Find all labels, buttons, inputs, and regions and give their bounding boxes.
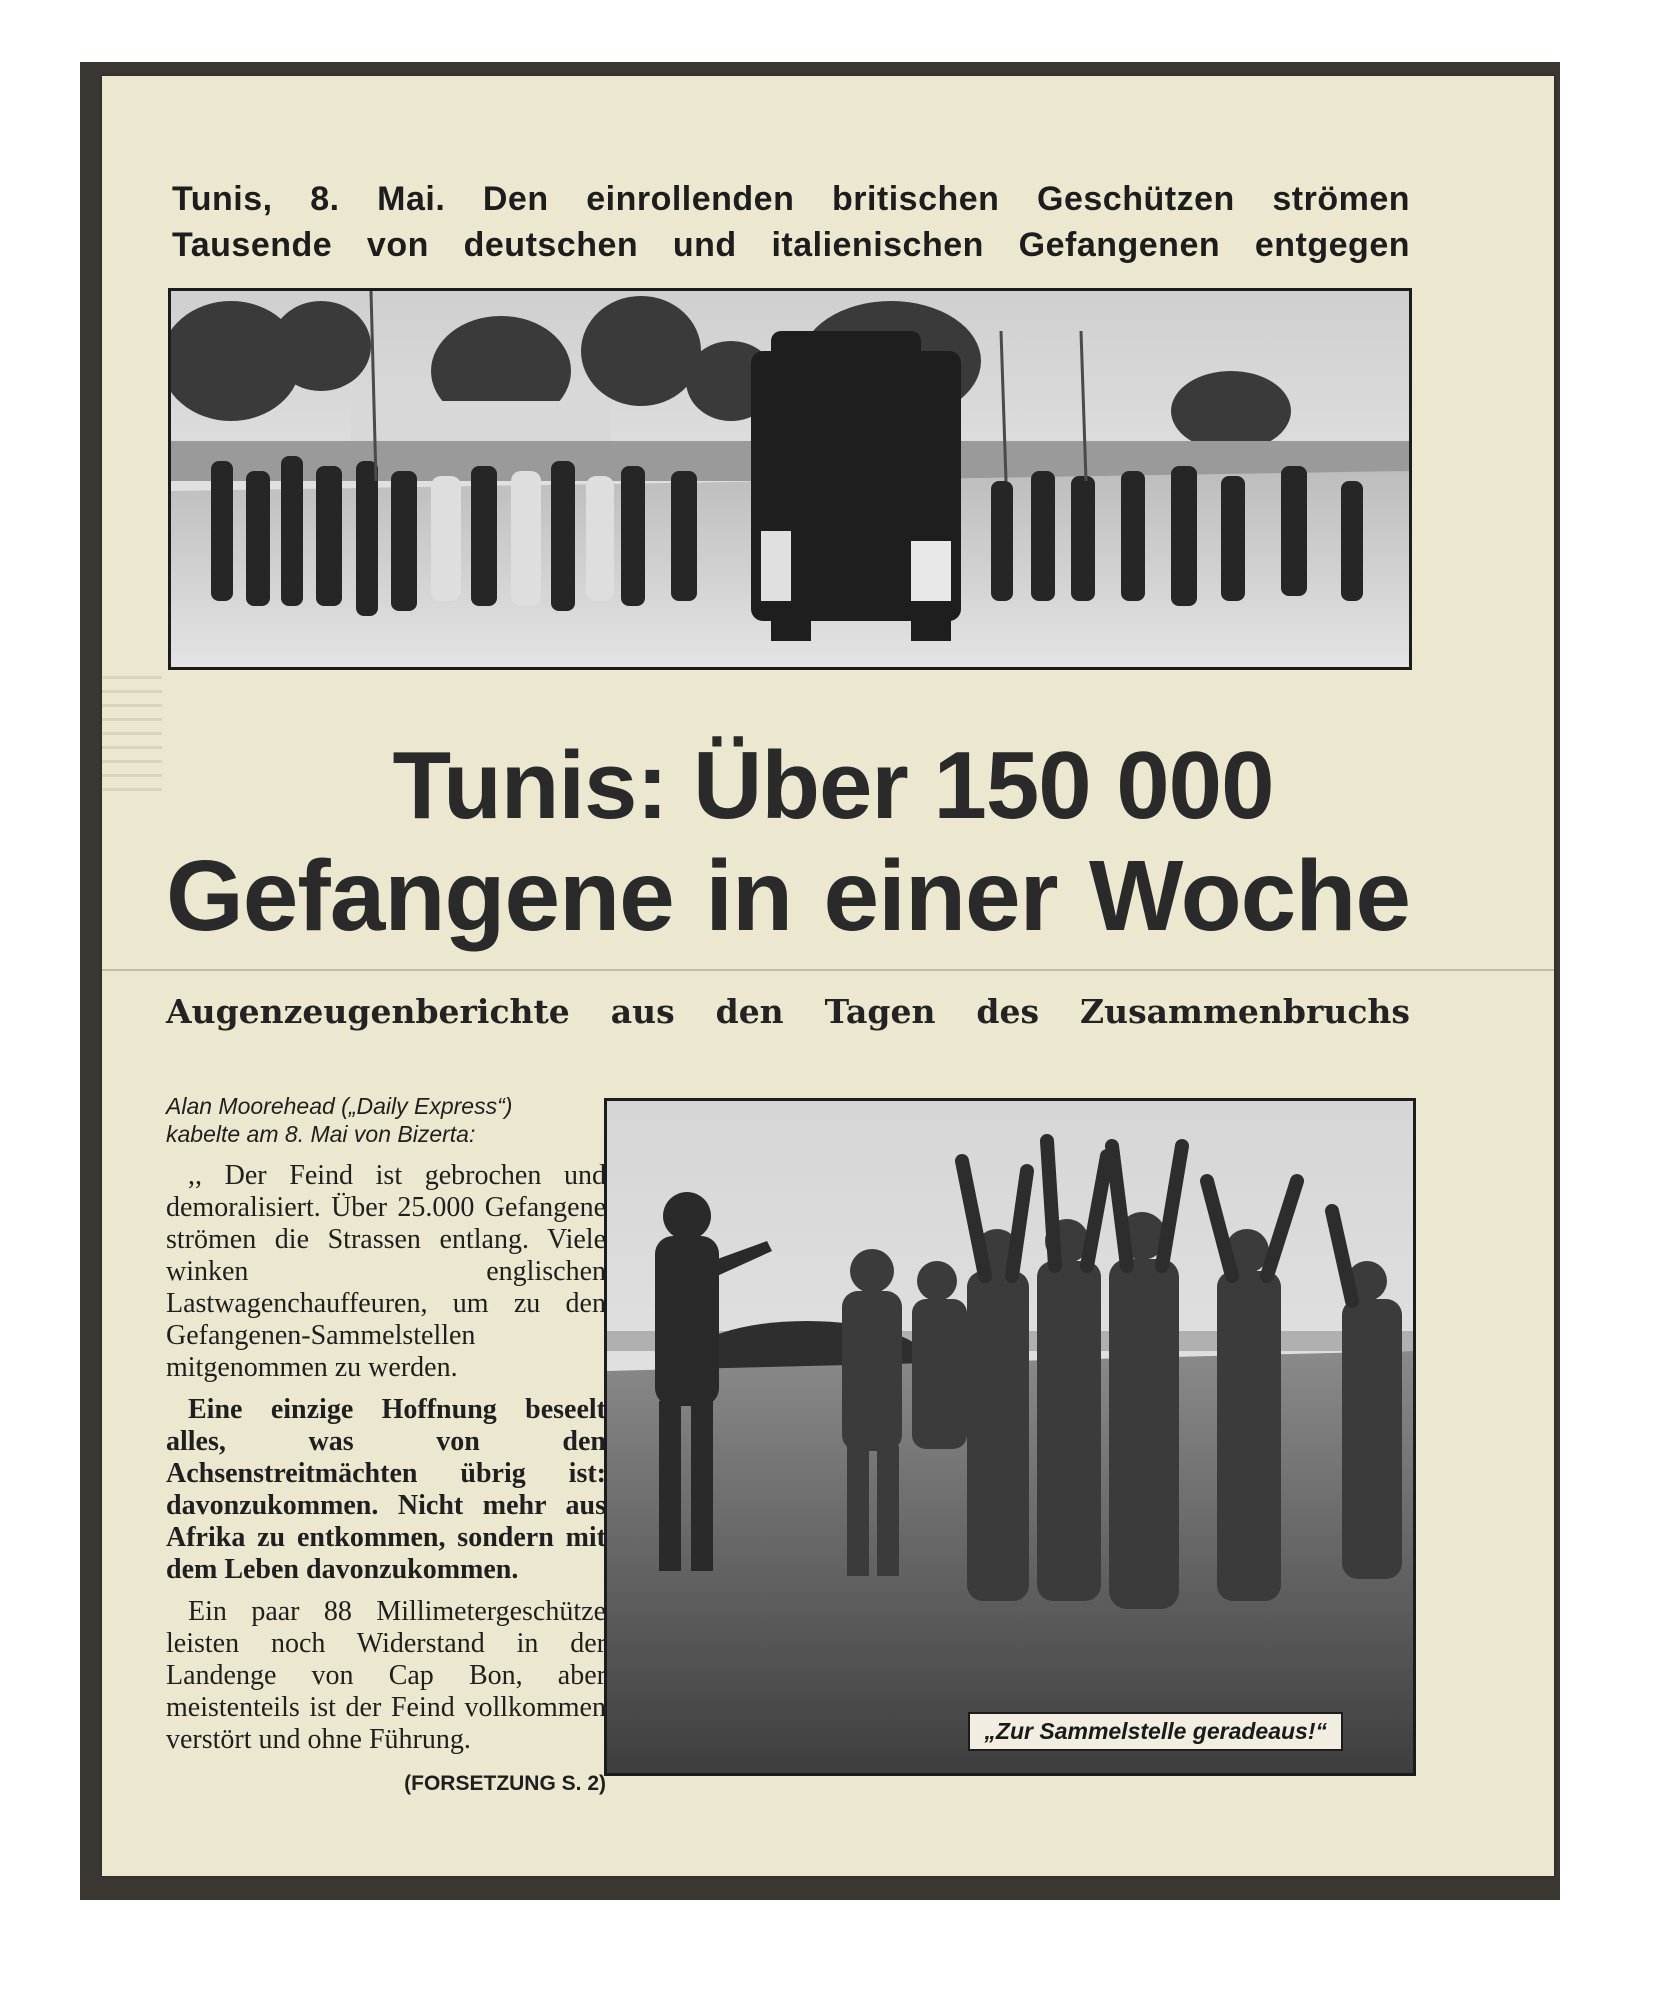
kicker-text <box>172 176 1410 268</box>
leaflet-page <box>102 76 1554 1876</box>
article-paragraph-1: ,, Der Feind ist gebrochen und demoralisiert. Über 25.000 Gefangene strömen die Strassen entlang. Viele winken englischen Lastwagenchauffeuren, um zu den Gefangenen-Sammelstellen mitgenommen zu werden. <box>166 1160 606 1383</box>
subheadline: Augenzeugenberichte aus den Tagen des Zusammenbruchs <box>166 992 1410 1031</box>
headline-line-2: Gefangene in einer Woche <box>166 840 1410 952</box>
paper-fold-line <box>102 969 1554 971</box>
main-headline <box>166 732 1410 952</box>
headline-line-1: Tunis: Über 150 000 <box>392 732 1274 839</box>
photo-surrender-image <box>607 1101 1413 1773</box>
byline <box>166 1092 606 1148</box>
show-through-text <box>102 676 162 796</box>
byline-line-2: kabelte am 8. Mai von Bizerta: <box>166 1121 476 1147</box>
article-column <box>166 1092 606 1796</box>
kicker-line-2: Tausende von deutschen und italienischen Gefangenen entgegen <box>172 226 1410 264</box>
article-paragraph-3: Ein paar 88 Millimetergeschütze leisten noch Widerstand in der Landenge von Cap Bon, aber meistenteils ist der Feind vollkommen verstört und ohne Führung. <box>166 1596 606 1755</box>
continued-note: (FORSETZUNG S. 2) <box>404 1772 606 1795</box>
photo-prisoners-column-image <box>171 291 1409 667</box>
kicker-line-1: Tunis, 8. Mai. Den einrollenden britischen Geschützen strömen <box>172 180 1410 218</box>
byline-line-1: Alan Moorehead („Daily Express“) <box>166 1093 513 1119</box>
article-paragraph-2: Eine einzige Hoffnung beseelt alles, was von den Achsenstreitmächten übrig ist: davonzukommen. Nicht mehr aus Afrika zu entkommen, sondern mit dem Leben davonzukommen. <box>166 1394 606 1585</box>
photo-caption: „Zur Sammelstelle geradeaus!“ <box>968 1712 1343 1751</box>
photo-prisoners-column <box>168 288 1412 670</box>
photo-surrender <box>604 1098 1416 1776</box>
